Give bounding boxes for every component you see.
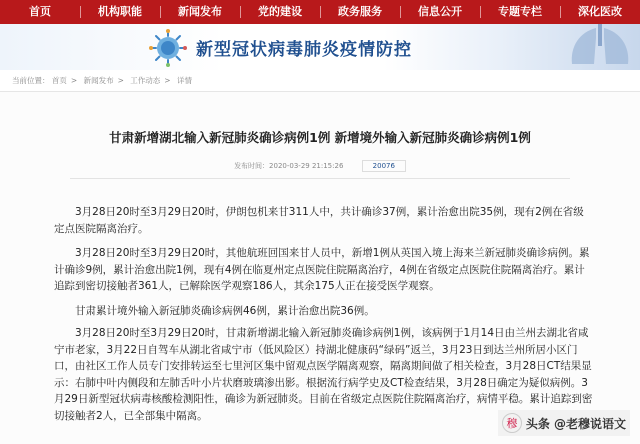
article-paragraph: 3月28日20时至3月29日20时，伊朗包机来甘311人中，共计确诊37例，累计治愈出院35例，现有2例在省级定点医院隔离治疗。	[54, 206, 584, 235]
article-container	[0, 92, 640, 444]
breadcrumb: 当前位置： 首页 > 新闻发布 > 工作动态 > 详情	[0, 70, 640, 92]
nav-item-government-services[interactable]: 政务服务	[320, 0, 400, 24]
article-title: 甘肃新增湖北输入新冠肺炎确诊病例1例 新增境外输入新冠肺炎确诊病例1例	[109, 130, 531, 145]
publish-time: 发布时间：2020-03-29 21:15:26	[234, 162, 344, 170]
epidemic-banner[interactable]	[0, 24, 640, 70]
nav-item-party-building[interactable]: 党的建设	[240, 0, 320, 24]
virus-logo-icon	[148, 28, 188, 68]
article-paragraph: 3月28日20时至3月29日20时，甘肃新增湖北输入新冠肺炎确诊病例1例，该病例于1月14日由兰州去湖北省咸宁市老家，3月22日自驾车从湖北省咸宁市（低风险区）持湖北健康码“绿码”返兰，3月23日到达兰州所居小区门口，由社区工作人员专门安排转运至七里河区集中留观点医学隔离观察，隔离期间做了相关检查，3月28日CT结果显示：右肺中叶内侧段和左肺舌叶小片状磨玻璃渗出影。根据流行病学史及CT检查结果，3月28日确定为疑似病例。3月29日新型冠状病毒核酸检测阳性，确诊为新冠肺炎。目前在省级定点医院住院隔离治疗，病情平稳。累计追踪到密切接触者2人，已全部集中隔离。	[54, 327, 593, 422]
nav-item-news-release[interactable]: 新闻发布	[160, 0, 240, 24]
title-divider	[70, 178, 570, 179]
nav-item-special-topics[interactable]: 专题专栏	[480, 0, 560, 24]
article-meta	[0, 160, 640, 172]
watermark-text: 头条 @老穆说语文	[525, 416, 626, 431]
lungs-illustration-icon	[560, 24, 640, 70]
nav-item-information-disclosure[interactable]: 信息公开	[400, 0, 480, 24]
article-paragraph: 甘肃累计境外输入新冠肺炎确诊病例46例，累计治愈出院36例。	[75, 305, 375, 317]
nav-item-institution-functions[interactable]: 机构职能	[80, 0, 160, 24]
nav-item-healthcare-reform[interactable]: 深化医改	[560, 0, 640, 24]
view-count: 20076	[362, 160, 406, 172]
breadcrumb-item-work-updates[interactable]: 工作动态	[130, 76, 161, 85]
nav-item-home[interactable]: 首页	[29, 5, 51, 18]
toutiao-watermark	[498, 410, 630, 436]
banner-title: 新型冠状病毒肺炎疫情防控	[196, 40, 412, 60]
article-paragraph: 3月28日20时至3月29日20时，其他航班回国来甘人员中，新增1例从英国入境上海来兰新冠肺炎确诊病例。累计确诊9例，累计治愈出院1例，现有4例在临夏州定点医院住院隔离治疗，4例在省级定点医院住院隔离治疗。累计追踪到密切接触者361人，已解除医学观察186人，其余175人正在接受医学观察。	[54, 247, 590, 292]
breadcrumb-item-details: 详情	[176, 76, 192, 85]
breadcrumb-item-news[interactable]: 新闻发布	[83, 76, 114, 85]
author-avatar-icon: 穆	[502, 413, 522, 433]
breadcrumb-prefix: 当前位置：	[12, 76, 50, 85]
breadcrumb-item-home[interactable]: 首页	[51, 76, 67, 85]
top-navigation	[0, 0, 640, 24]
